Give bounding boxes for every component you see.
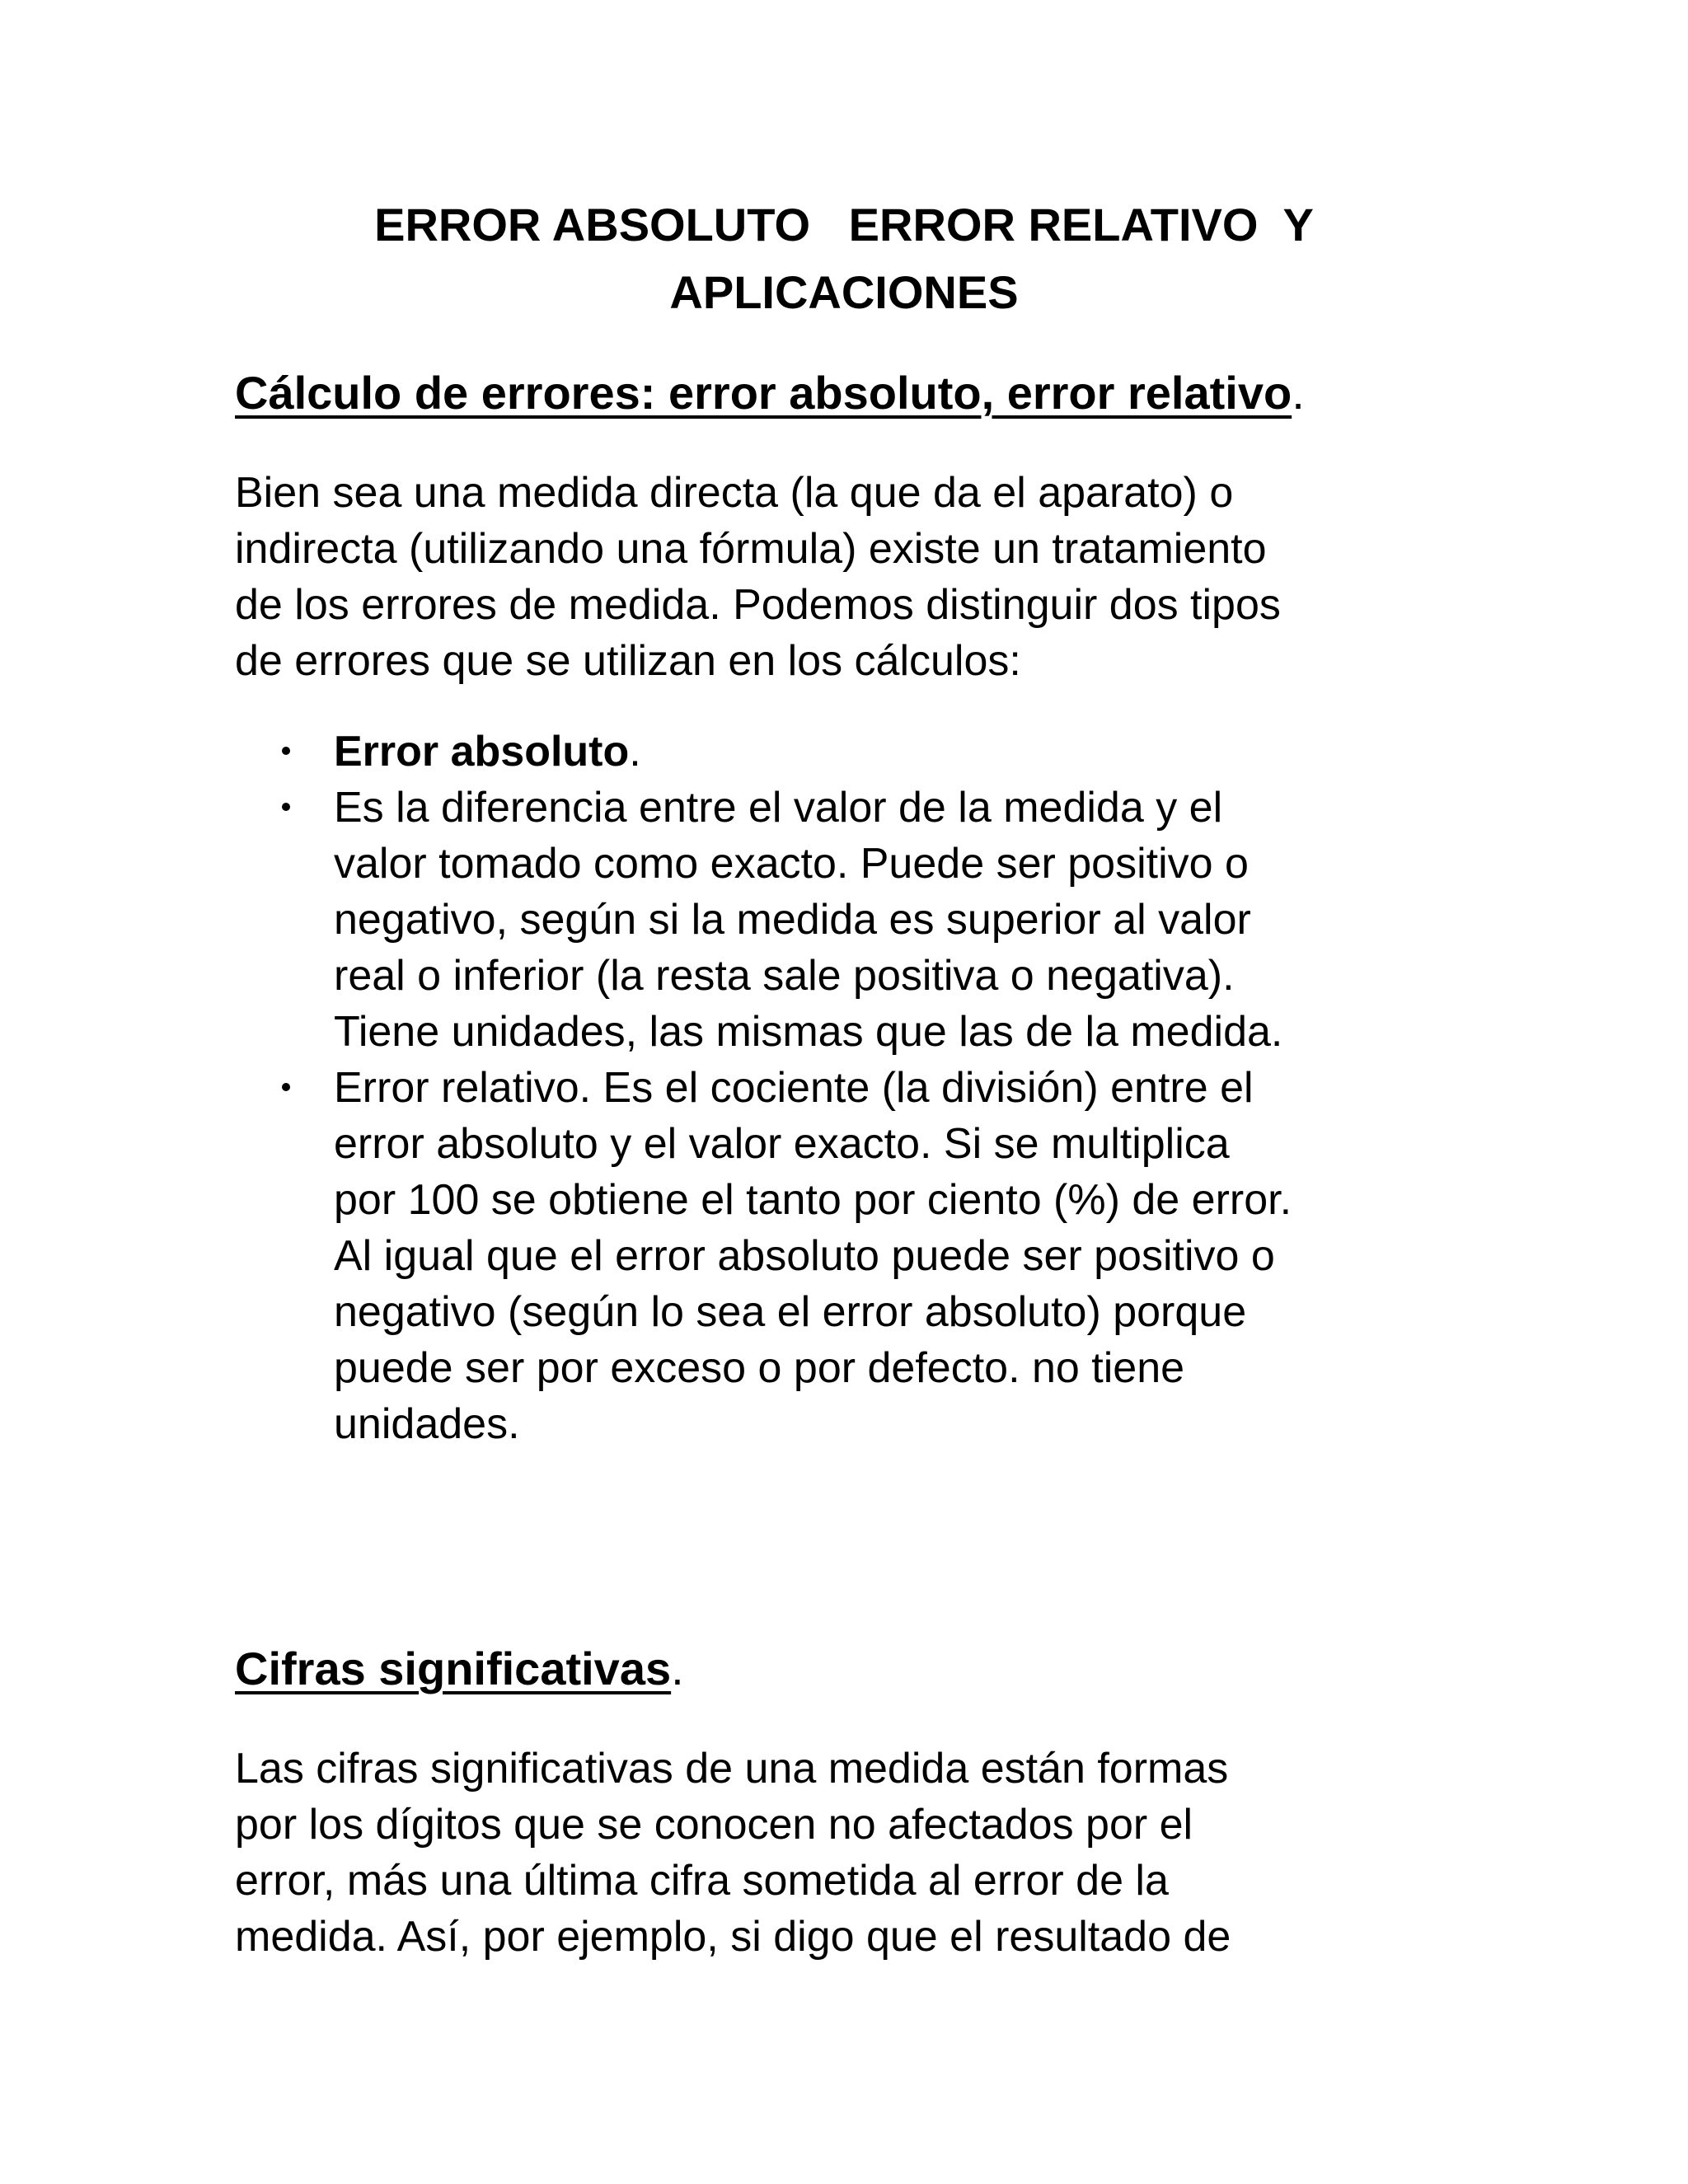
document-title [0,191,1688,326]
paragraph-line: medida. Así, por ejemplo, si digo que el resultado de [235,1913,1231,1961]
paragraph-line: error, más una última cifra sometida al error de la [235,1857,1169,1905]
section-heading-calculo-errores [235,364,1305,422]
list-item-suffix: . [629,728,641,776]
list-item [235,724,1653,780]
paragraph-line: de errores que se utilizan en los cálculos: [235,637,1021,685]
list-item-bold-lead: Error absoluto [334,728,630,776]
bullet-icon [282,1083,290,1091]
section-heading-suffix: . [671,1643,684,1694]
cifras-paragraph [235,1741,1653,1965]
paragraph-line: Las cifras significativas de una medida están formas [235,1745,1229,1793]
error-types-list [235,724,1653,1452]
section-heading-cifras-significativas [235,1640,684,1698]
paragraph-line: indirecta (utilizando una fórmula) existe un tratamiento [235,525,1267,573]
list-item-line: Error relativo. Es el cociente (la división) entre el [334,1064,1254,1112]
intro-paragraph [235,465,1653,689]
list-item-line: valor tomado como exacto. Puede ser positivo o [334,840,1249,888]
paragraph-line: por los dígitos que se conocen no afectados por el [235,1801,1193,1849]
title-line-2: APLICACIONES [669,266,1019,318]
list-item-line: por 100 se obtiene el tanto por ciento (%) de error. [334,1176,1292,1224]
section-heading-suffix: . [1292,367,1305,419]
list-item-line: error absoluto y el valor exacto. Si se multiplica [334,1120,1230,1168]
list-item-line: real o inferior (la resta sale positiva o negativa). [334,952,1235,1000]
list-item-line: Tiene unidades, las mismas que las de la medida. [334,1008,1283,1056]
list-item-line: Al igual que el error absoluto puede ser positivo o [334,1232,1275,1280]
section-heading-text: Cifras significativas [235,1643,672,1694]
list-item-line: puede ser por exceso o por defecto. no tiene [334,1344,1185,1392]
list-item-line: negativo (según lo sea el error absoluto) porque [334,1288,1247,1336]
list-item-line: negativo, según si la medida es superior al valor [334,896,1251,944]
paragraph-line: de los errores de medida. Podemos distinguir dos tipos [235,581,1281,629]
paragraph-line: Bien sea una medida directa (la que da el aparato) o [235,469,1234,517]
list-item-line: Es la diferencia entre el valor de la medida y el [334,784,1223,832]
list-item [235,780,1653,1060]
title-line-1: ERROR ABSOLUTO ERROR RELATIVO Y [374,199,1314,251]
bullet-icon [282,803,290,811]
section-heading-text: Cálculo de errores: error absoluto, error relativo [235,367,1292,419]
list-item [235,1060,1653,1452]
list-item-line: unidades. [334,1400,520,1448]
bullet-icon [282,747,290,755]
